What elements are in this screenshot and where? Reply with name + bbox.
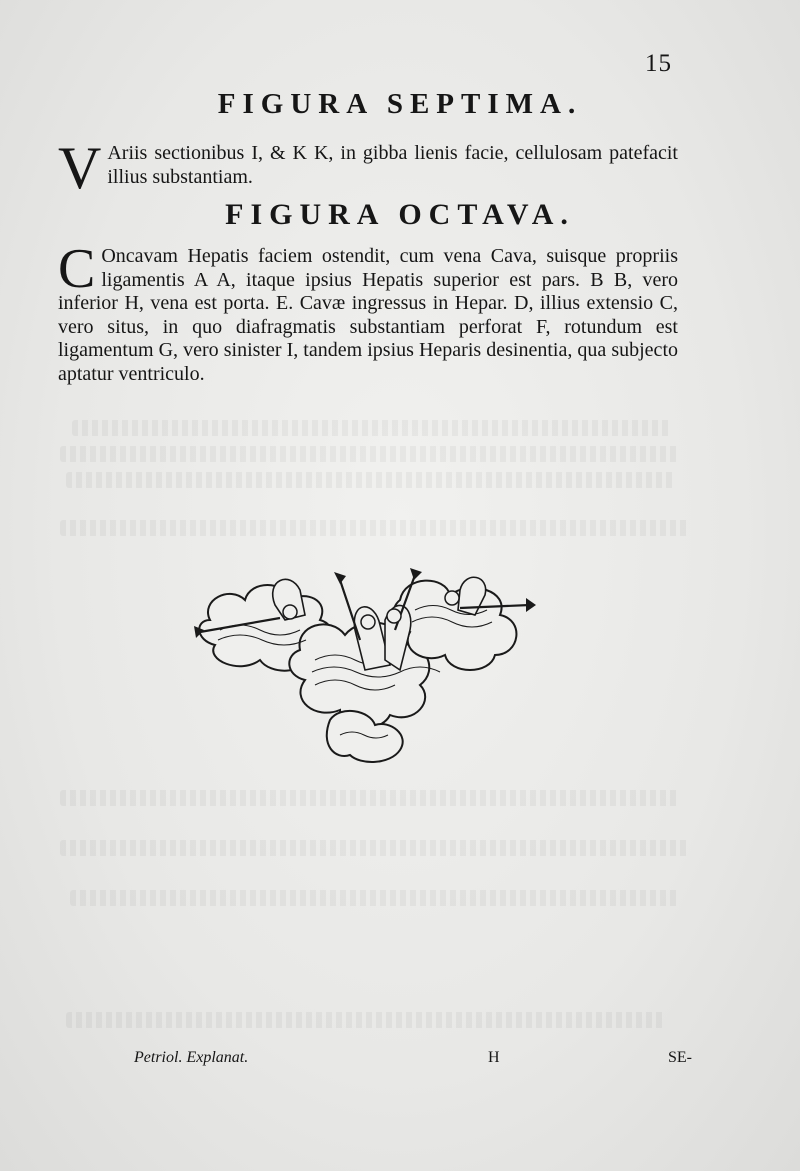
catchword-right: SE- xyxy=(668,1049,692,1066)
paragraph-figura-octava xyxy=(58,238,678,386)
show-through-text xyxy=(66,472,676,488)
engraved-vignette-image xyxy=(190,560,540,770)
drop-cap: C xyxy=(58,238,96,300)
show-through-text xyxy=(66,1012,666,1028)
paragraph-figura-septima xyxy=(58,135,678,201)
page-number: 15 xyxy=(645,50,672,77)
signature-mark: H xyxy=(488,1049,500,1066)
show-through-text xyxy=(60,840,690,856)
show-through-text xyxy=(70,890,680,906)
drop-cap: V xyxy=(58,135,102,201)
paragraph-text: Ariis sectionibus I, & K K, in gibba lienis facie, cellulosam patefacit illius substantiam. xyxy=(107,142,678,188)
show-through-text xyxy=(60,520,690,536)
paragraph-text: Oncavam Hepatis faciem ostendit, cum vena Cava, suisque propriis ligamentis A A, itaque ipsius Hepatis superior est pars. B B, vero inferior H, vena est porta. E. Cavæ ingressus in Hepar. D, illius extensio C, vero situs, in quo diafragmatis substantiam perforat F, rotundum est ligamentum G, vero sinister I, tandem ipsius Heparis desinentia, qua subjecto aptatur ventriculo. xyxy=(58,245,678,385)
heading-figura-septima: FIGURA SEPTIMA. xyxy=(217,88,583,120)
heading-figura-octava: FIGURA OCTAVA. xyxy=(225,198,575,231)
show-through-text xyxy=(72,420,672,436)
show-through-text xyxy=(60,446,680,462)
catchword-left: Petriol. Explanat. xyxy=(134,1049,249,1066)
show-through-text xyxy=(60,790,680,806)
